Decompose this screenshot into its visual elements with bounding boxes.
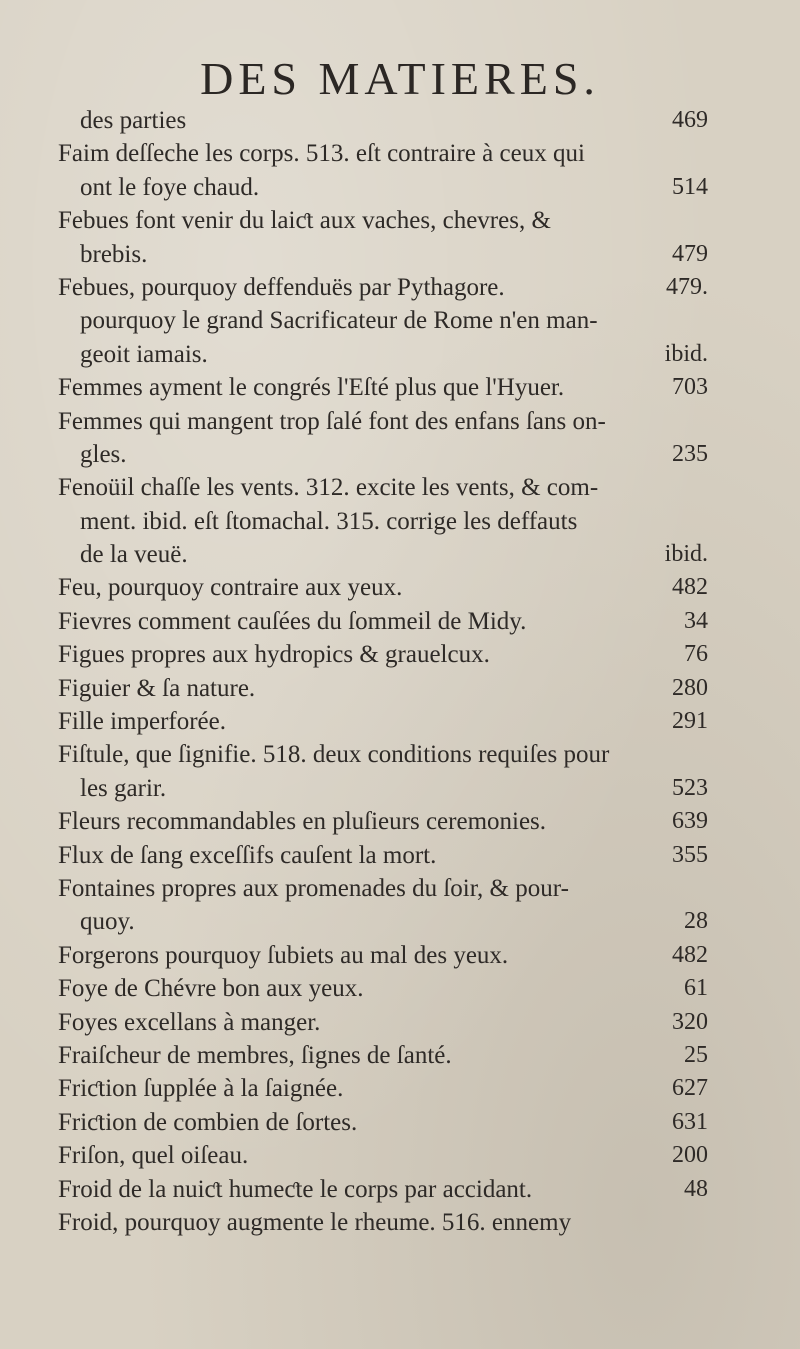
entry-text: gles. [80,440,127,468]
index-entry [58,505,708,538]
index-entry [58,1006,708,1039]
entry-text: de la veuë. [80,541,188,569]
index-entry [58,1139,708,1172]
entry-text: Febues font venir du laiƈt aux vaches, chevres, & [58,207,551,235]
entry-page-number: 631 [672,1108,708,1135]
entry-page-number: 355 [672,841,708,868]
entry-text: Femmes ayment le congrés l'Eſté plus que l'Hyuer. [58,374,565,402]
index-entries [58,104,708,1239]
entry-text: Femmes qui mangent trop ſalé font des enfans ſans on- [58,407,606,435]
index-entry [58,972,708,1005]
entry-page-number: 235 [672,440,708,467]
entry-text: Flux de ſang exceſſifs cauſent la mort. [58,841,437,869]
entry-page-number: 320 [672,1008,708,1035]
entry-text: Fille imperforée. [58,708,226,736]
entry-text: Friƈtion de combien de ſortes. [58,1108,358,1136]
index-entry [58,338,708,371]
index-entry [58,471,708,504]
index-entry [58,1072,708,1105]
index-entry [58,738,708,771]
entry-text: Foye de Chévre bon aux yeux. [58,975,364,1003]
index-entry [58,438,708,471]
index-entry [58,371,708,404]
entry-page-number: 28 [684,908,708,935]
index-entry [58,1206,708,1239]
index-entry [58,805,708,838]
index-entry [58,171,708,204]
entry-page-number: 34 [684,607,708,634]
entry-text: Fontaines propres aux promenades du ſoir, & pour- [58,874,569,902]
entry-page-number: ibid. [664,340,708,367]
entry-text: Figuier & ſa nature. [58,674,256,702]
page-header: DES MATIERES. [200,53,600,104]
index-entry [58,1173,708,1206]
entry-page-number: 469 [672,107,708,133]
index-entry [58,405,708,438]
index-entry [58,238,708,271]
entry-page-number: 514 [672,173,708,200]
entry-page-number: 48 [684,1175,708,1202]
entry-page-number: 482 [672,941,708,968]
entry-page-number: 627 [672,1075,708,1102]
entry-text: Friſon, quel oiſeau. [58,1142,249,1170]
index-entry [58,672,708,705]
entry-text: Friƈtion ſupplée à la ſaignée. [58,1075,344,1103]
entry-text: Fievres comment cauſées du ſommeil de Midy. [58,607,527,635]
index-entry [58,137,708,170]
index-entry [58,538,708,571]
entry-page-number: ibid. [664,541,708,568]
index-entry [58,905,708,938]
entry-text: Froid de la nuiƈt humeƈte le corps par accidant. [58,1175,533,1203]
entry-text: brebis. [80,240,148,268]
entry-text: des parties [80,107,187,134]
entry-text: Fraiſcheur de membres, ſignes de ſanté. [58,1041,452,1069]
entry-text: ment. ibid. eſt ſtomachal. 315. corrige les deffauts [80,507,578,535]
entry-page-number: 479. [666,273,708,300]
entry-text: Fiſtule, que ſignifie. 518. deux conditions requiſes pour [58,741,610,769]
entry-page-number: 200 [672,1142,708,1169]
entry-page-number: 639 [672,808,708,835]
entry-text: Feu, pourquoy contraire aux yeux. [58,574,403,602]
entry-text: Figues propres aux hydropics & grauelcux. [58,641,490,669]
entry-text: Fenoüil chaſſe les vents. 312. excite les vents, & com- [58,474,599,502]
entry-text: pourquoy le grand Sacrificateur de Rome n'en man- [80,307,598,335]
entry-text: Foyes excellans à manger. [58,1008,321,1036]
index-entry [58,1039,708,1072]
entry-page-number: 280 [672,674,708,701]
entry-text: Froid, pourquoy augmente le rheume. 516. ennemy [58,1208,572,1236]
index-entry [58,1106,708,1139]
entry-text: quoy. [80,908,135,936]
index-entry [58,839,708,872]
index-entry [58,304,708,337]
entry-page-number: 61 [684,975,708,1002]
entry-text: Faim deſſeche les corps. 513. eſt contraire à ceux qui [58,140,585,168]
index-entry [58,872,708,905]
index-entry [58,571,708,604]
entry-page-number: 482 [672,574,708,601]
entry-page-number: 479 [672,240,708,267]
index-entry [58,939,708,972]
entry-text: Febues, pourquoy deffenduës par Pythagore. [58,273,505,301]
entry-text: ont le foye chaud. [80,173,260,201]
entry-page-number: 76 [684,641,708,668]
index-entry [58,104,708,137]
entry-page-number: 25 [684,1041,708,1068]
index-entry [58,705,708,738]
entry-text: les garir. [80,774,167,802]
index-entry [58,638,708,671]
index-entry [58,271,708,304]
index-entry [58,204,708,237]
entry-text: geoit iamais. [80,340,208,368]
entry-page-number: 523 [672,774,708,801]
index-entry [58,772,708,805]
entry-text: Forgerons pourquoy ſubiets au mal des yeux. [58,941,509,969]
entry-text: Fleurs recommandables en pluſieurs ceremonies. [58,808,547,836]
index-entry [58,605,708,638]
entry-page-number: 703 [672,374,708,401]
entry-page-number: 291 [672,708,708,735]
